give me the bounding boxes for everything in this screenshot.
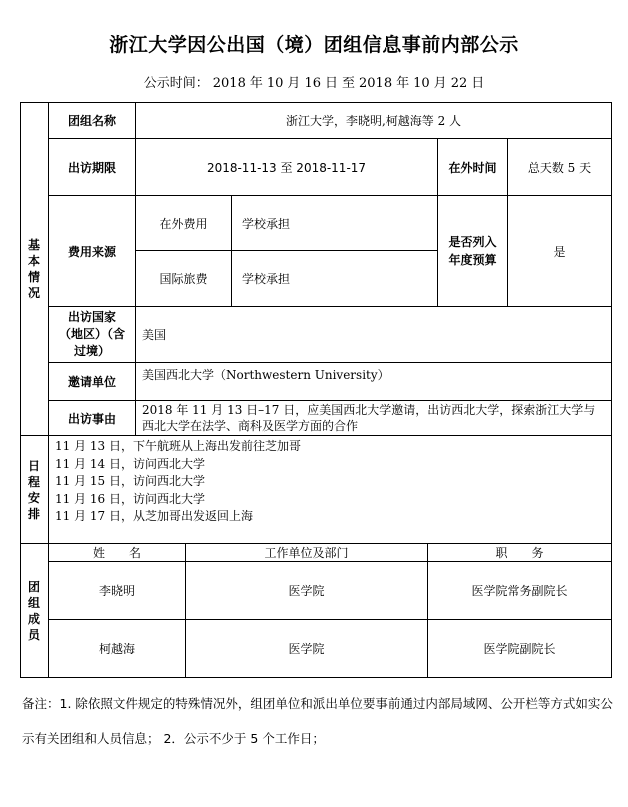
page-title: 浙江大学因公出国（境）团组信息事前内部公示 <box>109 34 519 56</box>
vertical-char: 况 <box>27 286 40 300</box>
vertical-char: 本 <box>27 254 40 268</box>
purpose-label: 出访事由 <box>67 411 116 426</box>
members-header-unit: 工作单位及部门 <box>264 546 349 560</box>
period-end-month: 10 <box>413 76 430 91</box>
intl-travel-value: 学校承担 <box>242 272 291 286</box>
time-abroad-value: 总天数 5 天 <box>527 160 592 175</box>
vertical-char: 安 <box>27 490 40 505</box>
annual-budget-label: 是否列入年度预算 <box>448 235 497 267</box>
section-schedule-label <box>20 436 48 543</box>
member-name: 柯越海 <box>98 642 135 656</box>
visit-period-value: 2018-11-13 至 2018-11-17 <box>206 160 367 175</box>
vertical-char: 组 <box>27 595 40 610</box>
sep-basic-schedule <box>20 435 612 436</box>
day-char: 日 <box>324 76 338 91</box>
period-end-day: 22 <box>450 76 468 91</box>
member-unit: 医学院 <box>288 642 325 656</box>
schedule-item: 11 月 17 日，从芝加哥出发返回上海 <box>55 509 253 523</box>
period-start-day: 16 <box>304 76 321 91</box>
vertical-char: 程 <box>27 474 40 489</box>
vertical-char: 基 <box>27 238 40 252</box>
country-label: 出访国家（地区）（含过境） <box>58 310 125 358</box>
schedule-item: 11 月 13 日，下午航班从上海出发前往芝加哥 <box>55 439 301 453</box>
section-basic-label <box>20 103 48 435</box>
member-unit: 医学院 <box>288 584 325 598</box>
country-value: 美国 <box>142 328 167 342</box>
year-char: 年 <box>249 76 263 91</box>
funding-source-label: 费用来源 <box>67 244 116 259</box>
vertical-text <box>28 237 40 301</box>
vertical-char: 团 <box>27 579 40 594</box>
to-char: 至 <box>342 76 356 91</box>
vertical-text <box>28 458 40 522</box>
period-start-month: 10 <box>266 76 284 91</box>
purpose-value: 2018 年 11 月 13 日–17 日，应美国西北大学邀请，出访西北大学，探索浙江大学与西北大学在法学、商科及医学方面的合作 <box>142 403 596 433</box>
schedule-item: 11 月 15 日，访问西北大学 <box>55 474 205 488</box>
members-header-name: 姓 名 <box>92 546 141 560</box>
announcement-period <box>0 72 628 91</box>
border-right <box>611 102 612 678</box>
inviter-value: 美国西北大学（Northwestern University） <box>142 368 390 382</box>
members-header-position: 职 务 <box>495 546 544 560</box>
border-bottom <box>20 677 612 678</box>
vertical-char: 情 <box>27 270 40 284</box>
time-abroad-label: 在外时间 <box>448 160 497 175</box>
schedule-list <box>55 438 301 526</box>
annual-budget-value: 是 <box>553 244 566 259</box>
inviter-label: 邀请单位 <box>67 375 116 389</box>
schedule-item: 11 月 14 日，访问西北大学 <box>55 456 205 471</box>
intl-travel-label: 国际旅费 <box>159 272 208 286</box>
period-end-year: 2018 <box>359 76 393 91</box>
period-label: 公示时间： <box>143 76 209 91</box>
visit-period-label: 出访期限 <box>67 160 116 175</box>
abroad-cost-label: 在外费用 <box>159 216 208 231</box>
day-char: 日 <box>471 76 485 91</box>
vertical-char: 排 <box>27 506 40 521</box>
vertical-char: 日 <box>27 458 40 473</box>
member-name: 李晓明 <box>98 584 135 598</box>
member-position: 医学院副院长 <box>483 642 556 656</box>
vertical-char: 员 <box>27 627 40 642</box>
group-name-value: 浙江大学，李晓明,柯越海等 2 人 <box>285 114 462 128</box>
schedule-item: 11 月 16 日，访问西北大学 <box>55 491 205 506</box>
period-start-year: 2018 <box>212 76 246 91</box>
vertical-char: 成 <box>27 611 40 626</box>
month-char: 月 <box>433 76 447 91</box>
abroad-cost-value: 学校承担 <box>242 216 291 231</box>
month-char: 月 <box>287 76 301 91</box>
group-name-label: 团组名称 <box>67 114 116 128</box>
vertical-text <box>28 579 40 643</box>
member-position: 医学院常务副院长 <box>471 584 568 598</box>
section-members-label <box>20 544 48 677</box>
year-char: 年 <box>396 76 410 91</box>
footnote: 备注：1. 除依照文件规定的特殊情况外，组团单位和派出单位要事前通过内部局域网、公开栏等方式如实公示有关团组和人员信息； 2．公示不少于 5 个工作日； <box>22 696 613 746</box>
